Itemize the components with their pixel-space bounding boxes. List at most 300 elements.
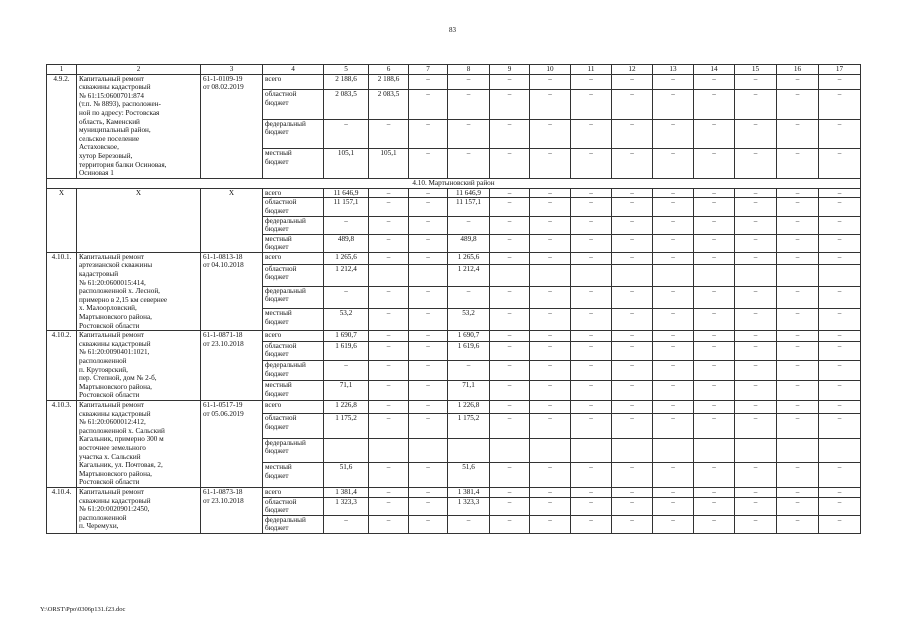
amount-col-10: – <box>530 216 571 234</box>
cell-line: Капитальный ремонт <box>79 74 145 83</box>
amount-v5: 71,1 <box>324 381 369 401</box>
amount-v5: 53,2 <box>324 308 369 330</box>
amount-col-14: – <box>694 381 735 401</box>
cell-line: восточнее земельного <box>79 443 146 452</box>
amount-col-9: – <box>490 463 530 488</box>
amount-col-14: – <box>694 286 735 308</box>
amount-v5: 1 381,4 <box>324 487 369 497</box>
cell-line: 61-1-0871-18 <box>203 331 243 340</box>
column-number: 11 <box>571 65 612 75</box>
funding-source <box>263 252 324 264</box>
cell-line: от 23.10.2018 <box>203 496 244 505</box>
funding-source <box>263 515 324 533</box>
amount-v6: – <box>369 234 409 252</box>
amount-col-11: – <box>571 74 612 90</box>
cell-line: № 61:20:0020901:2450, <box>79 505 150 514</box>
amount-col-13 <box>653 264 694 286</box>
item-number: 4.10.3. <box>47 400 77 487</box>
funding-source <box>263 74 324 90</box>
amount-col-10: – <box>530 252 571 264</box>
amount-col-11: – <box>571 149 612 179</box>
amount-col-14: – <box>694 497 735 515</box>
amount-col-9: – <box>490 381 530 401</box>
amount-col-15: – <box>735 341 777 361</box>
district-row <box>47 178 861 188</box>
amount-v5: 1 619,6 <box>324 341 369 361</box>
cell-line: всего <box>265 74 282 83</box>
cell-line: Ростовской области <box>79 321 140 330</box>
item-document <box>201 252 263 330</box>
amount-col-17: – <box>819 341 861 361</box>
amount-col-15: – <box>735 463 777 488</box>
column-number: 15 <box>735 65 777 75</box>
amount-col-11: – <box>571 331 612 341</box>
amount-col-17: – <box>819 413 861 438</box>
amount-col-12: – <box>612 286 653 308</box>
cell-line: Ростовской области <box>79 478 140 487</box>
amount-col-16: – <box>777 381 819 401</box>
page-number: 83 <box>449 26 456 34</box>
amount-v7: – <box>409 198 448 216</box>
amount-col-14: – <box>694 515 735 533</box>
cell-line: Мартыновского района, <box>79 313 152 322</box>
amount-col-16: – <box>777 463 819 488</box>
cell-line: скважины кадастровый <box>79 409 151 418</box>
amount-col-11: – <box>571 308 612 330</box>
amount-col-14: – <box>694 361 735 381</box>
column-number: 14 <box>694 65 735 75</box>
cell-line: Осиновая 1 <box>79 169 114 178</box>
amount-col-9: – <box>490 74 530 90</box>
amount-col-11 <box>571 264 612 286</box>
amount-col-9: – <box>490 216 530 234</box>
amount-col-14: – <box>694 341 735 361</box>
amount-v6: 105,1 <box>369 149 409 179</box>
cell-line: бюджет <box>265 370 289 378</box>
cell-line: от 23.10.2018 <box>203 339 244 348</box>
amount-v8: 53,2 <box>448 308 490 330</box>
column-number: 17 <box>819 65 861 75</box>
amount-col-15: – <box>735 515 777 533</box>
cell-line: п. Крутоярский, <box>79 365 128 374</box>
cell-line: участка х. Сальский <box>79 452 141 461</box>
item-document <box>201 487 263 533</box>
amount-v5: 1 175,2 <box>324 413 369 438</box>
amount-col-17: – <box>819 74 861 90</box>
amount-col-12: – <box>612 361 653 381</box>
amount-v7: – <box>409 286 448 308</box>
amount-col-11: – <box>571 413 612 438</box>
amount-col-12: – <box>612 487 653 497</box>
cell-line: федеральный <box>265 438 306 447</box>
funding-source <box>263 413 324 438</box>
cell-line: расположенной <box>79 357 127 365</box>
amount-col-16: – <box>777 487 819 497</box>
amount-col-17: – <box>819 216 861 234</box>
amount-v5: 1 265,6 <box>324 252 369 264</box>
amount-col-10: – <box>530 487 571 497</box>
amount-col-15: – <box>735 119 777 149</box>
amount-col-11: – <box>571 361 612 381</box>
cell-line: область, Каменский <box>79 117 140 126</box>
amount-col-16 <box>777 438 819 463</box>
cell-line: бюджет <box>265 506 289 515</box>
cell-line: Мартыновского района, <box>79 382 152 391</box>
column-number: 3 <box>201 65 263 75</box>
amount-v8: – <box>448 361 490 381</box>
cell-line: федеральный <box>265 119 306 128</box>
amount-v6: – <box>369 400 409 413</box>
amount-v7: – <box>409 74 448 90</box>
amount-v6: – <box>369 286 409 308</box>
amount-col-13 <box>653 438 694 463</box>
amount-col-9: – <box>490 413 530 438</box>
cell-line: 61-1-0813-18 <box>203 252 243 261</box>
amount-v7: – <box>409 308 448 330</box>
table-row <box>47 487 861 497</box>
amount-v5: 51,6 <box>324 463 369 488</box>
item-document <box>201 400 263 487</box>
cell-line: всего <box>265 487 282 496</box>
cell-line: территория балки Осиновая, <box>79 160 167 169</box>
cell-line: бюджет <box>265 389 289 398</box>
amount-col-16 <box>777 264 819 286</box>
amount-v6: – <box>369 308 409 330</box>
amount-col-11: – <box>571 188 612 198</box>
amount-col-11: – <box>571 381 612 401</box>
funding-source <box>263 487 324 497</box>
amount-col-9: – <box>490 252 530 264</box>
amount-v5: 11 646,9 <box>324 188 369 198</box>
amount-col-17: – <box>819 361 861 381</box>
amount-col-17: – <box>819 234 861 252</box>
cell-line: Капитальный ремонт <box>79 252 145 261</box>
amount-col-16: – <box>777 400 819 413</box>
item-number: 4.10.4. <box>47 487 77 533</box>
cell-line: бюджет <box>265 350 289 359</box>
amount-v8: – <box>448 119 490 149</box>
district-title: 4.10. Мартыновский район <box>47 178 861 188</box>
amount-col-12: – <box>612 413 653 438</box>
amount-v7: – <box>409 119 448 149</box>
amount-col-13: – <box>653 188 694 198</box>
amount-v6: 2 188,6 <box>369 74 409 90</box>
amount-v7: – <box>409 463 448 488</box>
table-row <box>47 331 861 341</box>
cell-line: всего <box>265 331 282 340</box>
amount-col-14: – <box>694 413 735 438</box>
amount-col-15 <box>735 438 777 463</box>
column-number: 8 <box>448 65 490 75</box>
amount-col-10: – <box>530 286 571 308</box>
amount-v7: – <box>409 331 448 341</box>
amount-col-12: – <box>612 515 653 533</box>
amount-col-13: – <box>653 331 694 341</box>
amount-col-16: – <box>777 149 819 179</box>
amount-v7: – <box>409 149 448 179</box>
cell-line: Ростовской области <box>79 391 140 400</box>
amount-v6: – <box>369 497 409 515</box>
amount-col-16: – <box>777 413 819 438</box>
amount-col-13: – <box>653 308 694 330</box>
item-document <box>201 331 263 401</box>
amount-v6: – <box>369 216 409 234</box>
cell-line: всего <box>265 188 282 197</box>
amount-col-16: – <box>777 331 819 341</box>
cell-line: областной <box>265 90 297 99</box>
amount-v7: – <box>409 361 448 381</box>
amount-v7: – <box>409 341 448 361</box>
amount-v8: 1 690,7 <box>448 331 490 341</box>
amount-col-10: – <box>530 234 571 252</box>
funding-source <box>263 234 324 252</box>
amount-col-14: – <box>694 331 735 341</box>
amount-v7: – <box>409 188 448 198</box>
amount-col-16: – <box>777 216 819 234</box>
funding-source <box>263 264 324 286</box>
amount-v8: 489,8 <box>448 234 490 252</box>
amount-col-9: – <box>490 198 530 216</box>
amount-col-13: – <box>653 119 694 149</box>
cell-line: бюджет <box>265 157 289 166</box>
amount-v6: – <box>369 331 409 341</box>
cell-line: местный <box>265 234 292 243</box>
cell-line: скважины кадастровый <box>79 496 151 505</box>
cell-line: Астаховское, <box>79 143 119 152</box>
amount-v7: – <box>409 413 448 438</box>
amount-col-14: – <box>694 234 735 252</box>
amount-v8: – <box>448 90 490 120</box>
amount-col-17: – <box>819 515 861 533</box>
amount-col-16: – <box>777 234 819 252</box>
amount-col-9 <box>490 264 530 286</box>
amount-col-9: – <box>490 90 530 120</box>
amount-col-16: – <box>777 198 819 216</box>
amount-col-10: – <box>530 331 571 341</box>
amount-col-15: – <box>735 286 777 308</box>
amount-v8: 1 175,2 <box>448 413 490 438</box>
amount-v5: – <box>324 216 369 234</box>
cell-line: областной <box>265 497 297 506</box>
amount-col-16: – <box>777 188 819 198</box>
funding-source <box>263 119 324 149</box>
amount-col-17: – <box>819 119 861 149</box>
funding-source <box>263 331 324 341</box>
funding-source <box>263 90 324 120</box>
item-number: 4.10.1. <box>47 252 77 330</box>
amount-col-15: – <box>735 74 777 90</box>
amount-col-13: – <box>653 400 694 413</box>
amount-col-10: – <box>530 413 571 438</box>
cell-line: бюджет <box>265 524 289 533</box>
amount-col-13: – <box>653 198 694 216</box>
cell-line: расположенной <box>79 513 127 522</box>
item-number: 4.9.2. <box>47 74 77 178</box>
cell-line: бюджет <box>265 471 289 480</box>
amount-v5: – <box>324 515 369 533</box>
cell-line: федеральный <box>265 361 306 370</box>
amount-v6: – <box>369 252 409 264</box>
amount-col-11: – <box>571 198 612 216</box>
amount-v8: 1 381,4 <box>448 487 490 497</box>
amount-col-9: – <box>490 286 530 308</box>
amount-col-13: – <box>653 381 694 401</box>
cell-line: хутор Березовый, <box>79 151 133 160</box>
cell-line: сельское поселение <box>79 134 140 143</box>
budget-table <box>46 64 861 534</box>
amount-col-14: – <box>694 90 735 120</box>
amount-col-11: – <box>571 90 612 120</box>
amount-col-9: – <box>490 497 530 515</box>
amount-v7: – <box>409 381 448 401</box>
cell-line: расположенной х. Сальский <box>79 426 165 435</box>
amount-v7: – <box>409 400 448 413</box>
amount-col-15: – <box>735 497 777 515</box>
cell-line: 61-1-0517-19 <box>203 400 243 409</box>
amount-col-16: – <box>777 341 819 361</box>
amount-col-12 <box>612 264 653 286</box>
amount-col-13: – <box>653 463 694 488</box>
cell-line: всего <box>265 400 282 409</box>
cell-line: от 08.02.2019 <box>203 83 244 92</box>
funding-source <box>263 463 324 488</box>
column-number: 5 <box>324 65 369 75</box>
amount-col-13: – <box>653 286 694 308</box>
amount-v5: 11 157,1 <box>324 198 369 216</box>
cell-line: бюджет <box>265 128 289 137</box>
amount-col-12: – <box>612 119 653 149</box>
amount-v8: 1 226,8 <box>448 400 490 413</box>
amount-col-13: – <box>653 497 694 515</box>
amount-v8: 1 619,6 <box>448 341 490 361</box>
amount-col-11: – <box>571 497 612 515</box>
amount-col-16: – <box>777 497 819 515</box>
amount-col-13: – <box>653 216 694 234</box>
amount-col-13: – <box>653 361 694 381</box>
amount-v7: – <box>409 90 448 120</box>
amount-v6: – <box>369 413 409 438</box>
amount-col-13: – <box>653 487 694 497</box>
amount-col-15: – <box>735 361 777 381</box>
amount-v6: 2 083,5 <box>369 90 409 120</box>
amount-col-14: – <box>694 216 735 234</box>
table-body <box>47 65 861 534</box>
amount-col-15: – <box>735 216 777 234</box>
amount-col-10: – <box>530 341 571 361</box>
funding-source <box>263 286 324 308</box>
cell-line: (т.п. № 8893), расположен- <box>79 100 161 109</box>
cell-line: X <box>135 188 142 197</box>
amount-v5: 1 690,7 <box>324 331 369 341</box>
amount-v5: 1 212,4 <box>324 264 369 286</box>
funding-source <box>263 308 324 330</box>
amount-col-17: – <box>819 286 861 308</box>
amount-col-9: – <box>490 515 530 533</box>
amount-col-14: – <box>694 487 735 497</box>
amount-col-14: – <box>694 252 735 264</box>
amount-v6: – <box>369 341 409 361</box>
cell-line: федеральный <box>265 216 306 225</box>
cell-line: областной <box>265 413 297 422</box>
amount-col-17: – <box>819 308 861 330</box>
amount-v5: – <box>324 286 369 308</box>
cell-line: местный <box>265 463 292 472</box>
amount-col-9: – <box>490 308 530 330</box>
amount-v6 <box>369 264 409 286</box>
funding-source <box>263 341 324 361</box>
cell-line: расположенной х. Лесной, <box>79 287 160 296</box>
amount-col-17: – <box>819 463 861 488</box>
amount-v5 <box>324 438 369 463</box>
cell-line: областной <box>265 264 297 273</box>
amount-col-9: – <box>490 119 530 149</box>
cell-line: 61-1-0109-19 <box>203 74 243 83</box>
amount-col-10: – <box>530 74 571 90</box>
cell-line: примерно в 2,15 км севернее <box>79 295 168 304</box>
amount-col-14: – <box>694 119 735 149</box>
amount-v6: – <box>369 361 409 381</box>
amount-col-17: – <box>819 252 861 264</box>
amount-col-17 <box>819 438 861 463</box>
cell-line: Капитальный ремонт <box>79 400 145 409</box>
amount-col-17: – <box>819 400 861 413</box>
funding-source <box>263 216 324 234</box>
cell-line: федеральный <box>265 515 306 524</box>
amount-col-10: – <box>530 463 571 488</box>
amount-col-12: – <box>612 234 653 252</box>
amount-col-14: – <box>694 188 735 198</box>
amount-v8: 11 646,9 <box>448 188 490 198</box>
amount-v6: – <box>369 119 409 149</box>
amount-v7 <box>409 438 448 463</box>
amount-col-17: – <box>819 381 861 401</box>
amount-col-17: – <box>819 90 861 120</box>
cell-line: бюджет <box>265 447 289 456</box>
amount-col-16: – <box>777 252 819 264</box>
amount-col-15: – <box>735 188 777 198</box>
amount-col-16: – <box>777 286 819 308</box>
amount-col-15: – <box>735 90 777 120</box>
amount-col-12: – <box>612 341 653 361</box>
amount-v6: – <box>369 463 409 488</box>
amount-v8: 11 157,1 <box>448 198 490 216</box>
amount-col-12: – <box>612 74 653 90</box>
item-number: X <box>47 188 77 252</box>
amount-col-12: – <box>612 198 653 216</box>
amount-col-17: – <box>819 149 861 179</box>
cell-line: областной <box>265 198 297 207</box>
column-number: 9 <box>490 65 530 75</box>
amount-v7: – <box>409 252 448 264</box>
amount-col-11: – <box>571 515 612 533</box>
amount-col-12: – <box>612 497 653 515</box>
amount-v6: – <box>369 381 409 401</box>
amount-col-10: – <box>530 198 571 216</box>
amount-v8 <box>448 438 490 463</box>
item-description <box>77 252 201 330</box>
amount-v7: – <box>409 487 448 497</box>
amount-col-11: – <box>571 286 612 308</box>
column-number-row <box>47 65 861 75</box>
footer-file-path: Y:\ORST\Ppo\0306p131.f23.doc <box>40 606 126 613</box>
amount-col-10: – <box>530 381 571 401</box>
amount-col-12: – <box>612 308 653 330</box>
amount-col-14: – <box>694 463 735 488</box>
column-number: 16 <box>777 65 819 75</box>
cell-line: № 61:15:0600701:874 <box>79 91 144 100</box>
table-row <box>47 74 861 90</box>
amount-v8: 71,1 <box>448 381 490 401</box>
